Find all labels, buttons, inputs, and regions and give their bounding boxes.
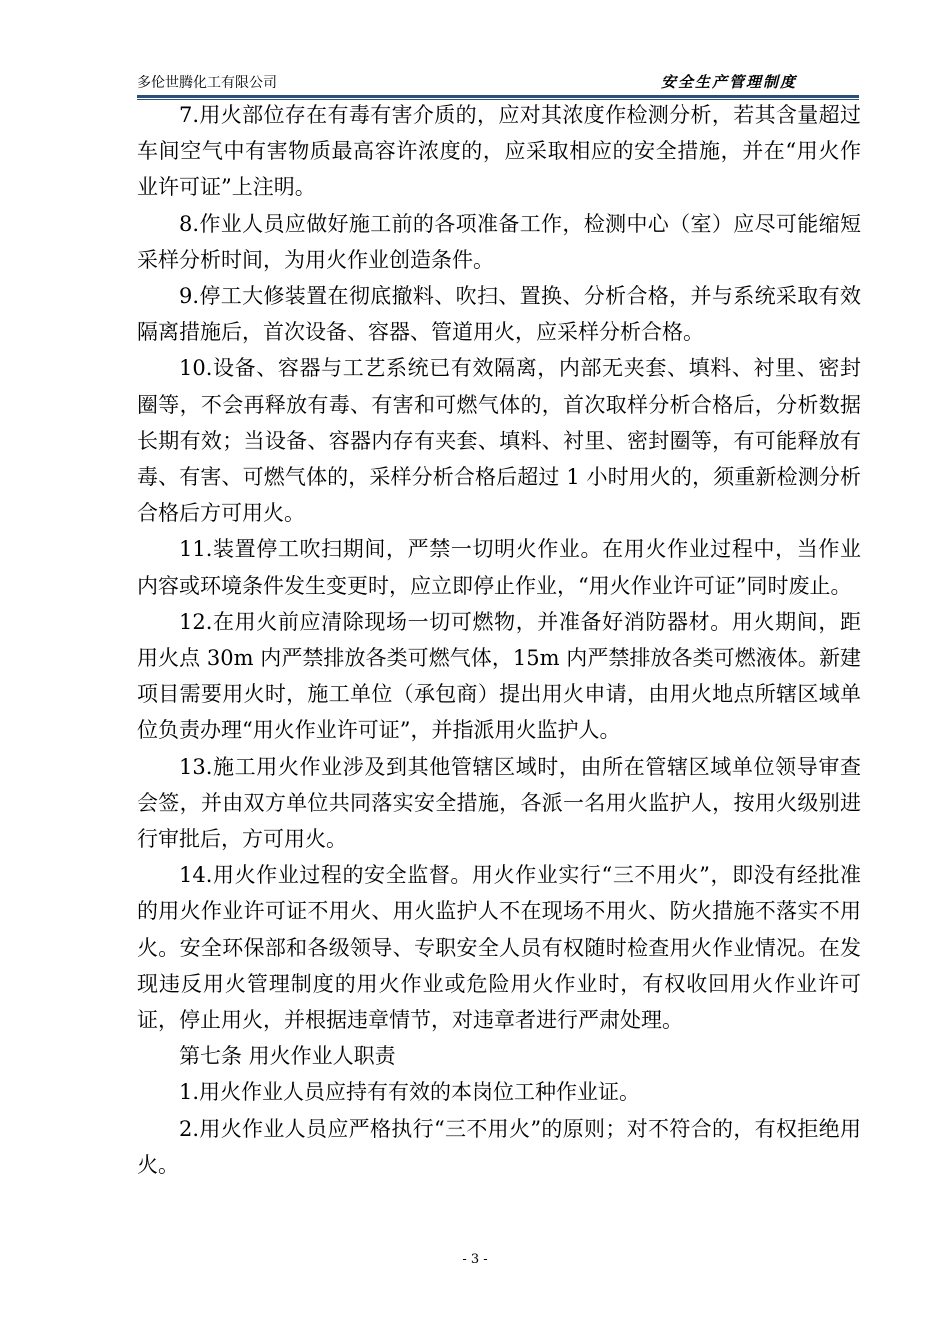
paragraph-item-10: 10.设备、容器与工艺系统已有效隔离，内部无夹套、填料、衬里、密封圈等，不会再释放有毒、有害和可燃气体的，首次取样分析合格后，分析数据长期有效；当设备、容器内存有夹套、填料、衬里、密封圈等，有可能释放有毒、有害、可燃气体的，采样分析合格后超过 1 小时用火的，须重新检测分析合格后方可用火。 <box>137 356 861 526</box>
paragraph-item-8: 8.作业人员应做好施工前的各项准备工作，检测中心（室）应尽可能缩短采样分析时间，为用火作业创造条件。 <box>137 211 861 272</box>
paragraph-item-9: 9.停工大修装置在彻底撤料、吹扫、置换、分析合格，并与系统采取有效隔离措施后，首次设备、容器、管道用火，应采样分析合格。 <box>137 284 861 345</box>
paragraph-item-7: 7.用火部位存在有毒有害介质的，应对其浓度作检测分析，若其含量超过车间空气中有害物质最高容许浓度的，应采取相应的安全措施，并在“用火作业许可证”上注明。 <box>137 103 861 200</box>
page-number: - 3 - <box>462 1252 488 1267</box>
page-header <box>137 72 857 94</box>
paragraph-item-13: 13.施工用火作业涉及到其他管辖区域时，由所在管辖区域单位领导审查会签，并由双方单位共同落实安全措施，各派一名用火监护人，按用火级别进行审批后，方可用火。 <box>137 754 861 852</box>
paragraph-item-11: 11.装置停工吹扫期间，严禁一切明火作业。在用火作业过程中，当作业内容或环境条件发生变更时，应立即停止作业，“用火作业许可证”同时废止。 <box>137 537 861 598</box>
article-7-item-2: 2.用火作业人员应严格执行“三不用火”的原则；对不符合的，有权拒绝用火。 <box>137 1116 861 1177</box>
paragraph-item-14: 14.用火作业过程的安全监督。用火作业实行“三不用火”，即没有经批准的用火作业许可证不用火、用火监护人不在现场不用火、防火措施不落实不用火。安全环保部和各级领导、专职安全人员有权随时检查用火作业情况。在发现违反用火管理制度的用火作业或危险用火作业时，有权收回用火作业许可证，停止用火，并根据违章情节，对违章者进行严肃处理。 <box>137 863 861 1033</box>
company-name: 多伦世腾化工有限公司 <box>137 75 277 91</box>
document-body <box>137 97 861 1183</box>
document-title: 安全生产管理制度 <box>660 73 797 91</box>
article-7-item-1: 1.用火作业人员应持有有效的本岗位工种作业证。 <box>179 1080 641 1105</box>
article-7-heading: 第七条 用火作业人职责 <box>179 1044 396 1069</box>
paragraph-item-12: 12.在用火前应清除现场一切可燃物，并准备好消防器材。用火期间，距用火点 30m 内严禁排放各类可燃气体，15m 内严禁排放各类可燃液体。新建项目需要用火时，施工单位（承包商）提出用火申请，由用火地点所辖区域单位负责办理“用火作业许可证”，并指派用火监护人。 <box>137 609 861 743</box>
